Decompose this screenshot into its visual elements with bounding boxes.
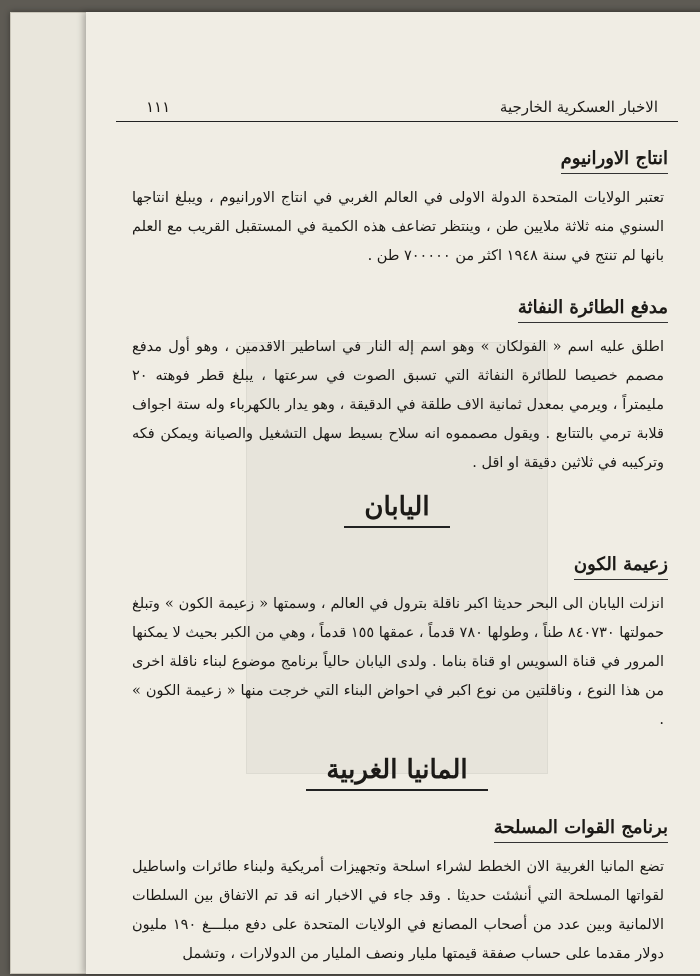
section-heading-jet-cannon: مدفع الطائرة النفاثة	[518, 297, 668, 323]
running-header	[116, 98, 678, 122]
running-title: الاخبار العسكرية الخارجية	[499, 98, 658, 116]
section-heading-armed-forces: برنامج القوات المسلحة	[494, 817, 668, 843]
country-heading-west-germany: المانيا الغربية	[116, 755, 678, 791]
page-content	[116, 98, 678, 969]
section-text-jet-cannon: اطلق عليه اسم « الفولكان » وهو اسم إله النار في اساطير الاقدمين ، وهو أول مدفع مصمم خصيصا للطائرة النفاثة التي تسبق الصوت في سرعتها ، يبلغ قطر فوهته ٢٠ مليمتراً ، ويرمي بمعدل ثمانية الاف طلقة في الدقيقة ، وهو يدار بالكهرباء وله ستة اجواف قلابة ترمي بالتتابع . ويقول مصمموه انه سلاح بسيط سهل التشغيل والصيانة ويمكن فكه وتركيبه في ثلاثين دقيقة او اقل .	[132, 339, 664, 471]
section-text-armed-forces: تضع المانيا الغربية الان الخطط لشراء اسلحة وتجهيزات أمريكية ولبناء طائرات واساطيل لقواتها المسلحة التي أنشئت حديثا . وقد جاء في الاخبار انه قد تم الاتفاق بين السلطات الالمانية وبين عدد من أصحاب المصانع في الولايات المتحدة على دفع مبلـــغ ١٩٠ مليون دولار مقدما على حساب صفقة قيمتها مليار ونصف المليار من الدولارات ، وتشمل	[132, 859, 664, 962]
section-text-uranium: تعتبر الولايات المتحدة الدولة الاولى في العالم الغربي في انتاج الاورانيوم ، ويبلغ انتاجها السنوي منه ثلاثة ملايين طن ، وينتظر تضاعف هذه الكمية في المستقبل القريب مع العلم بانها لم تنتج في سنة ١٩٤٨ اكثر من ٧٠٠٠٠٠ طن .	[132, 190, 664, 264]
section-heading-uranium: انتاج الاورانيوم	[561, 148, 668, 174]
page-number: ١١١	[146, 98, 171, 116]
country-heading-japan: اليابان	[116, 492, 678, 528]
section-heading-tanker: زعيمة الكون	[574, 554, 668, 580]
section-text-tanker: انزلت اليابان الى البحر حديثا اكبر ناقلة بترول في العالم ، وسمتها « زعيمة الكون » وتبلغ حمولتها ٨٤٠٧٣٠ طناً ، وطولها ٧٨٠ قدماً ، عمقها ١٥٥ قدماً ، وهي من الكبر بحيث لا يمكنها المرور في قناة السويس او قناة بناما . ولدى اليابان حالياً برنامج موضوع لبناء ناقلة اخرى من هذا النوع ، وناقلتين من نوع اكبر في احواض البناء التي خرجت منها « زعيمة الكون » .	[131, 596, 664, 728]
